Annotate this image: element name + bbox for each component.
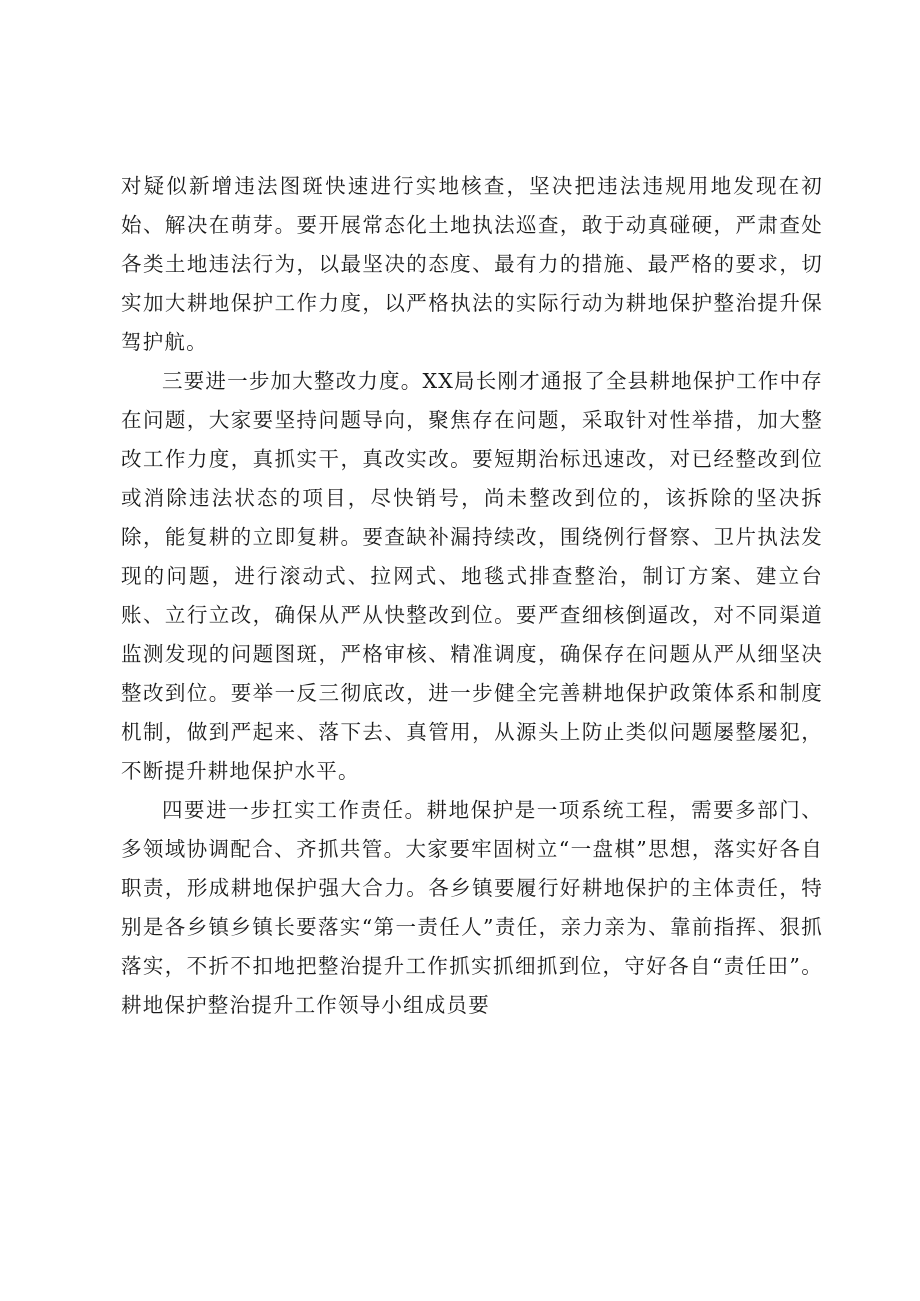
- paragraph-enforcement-continuation: 对疑似新增违法图斑快速进行实地核查，坚决把违法违规用地发现在初始、解决在萌芽。要开展常态化土地执法巡查，敢于动真碰硬，严肃查处各类土地违法行为，以最坚决的态度、最有力的措施、最严格的要求，切实加大耕地保护工作力度，以严格执法的实际行动为耕地保护整治提升保驾护航。: [121, 174, 823, 354]
- paragraph-rectification: 三要进一步加大整改力度。XX局长刚才通报了全县耕地保护工作中存在问题，大家要坚持问题导向，聚焦存在问题，采取针对性举措，加大整改工作力度，真抓实干，真改实改。要短期治标迅速改，对已经整改到位或消除违法状态的项目，尽快销号，尚未整改到位的，该拆除的坚决拆除，能复耕的立即复耕。要查缺补漏持续改，围绕例行督察、卫片执法发现的问题，进行滚动式、拉网式、地毯式排查整治，制订方案、建立台账、立行立改，确保从严从快整改到位。要严查细核倒逼改，对不同渠道监测发现的问题图斑，严格审核、精准调度，确保存在问题从严从细坚决整改到位。要举一反三彻底改，进一步健全完善耕地保护政策体系和制度机制，做到严起来、落下去、真管用，从源头上防止类似问题屡整屡犯，不断提升耕地保护水平。: [121, 369, 823, 783]
- document-body: [121, 167, 823, 1025]
- paragraph-responsibility: 四要进一步扛实工作责任。耕地保护是一项系统工程，需要多部门、多领域协调配合、齐抓共管。大家要牢固树立“一盘棋”思想，落实好各自职责，形成耕地保护强大合力。各乡镇要履行好耕地保护的主体责任，特别是各乡镇乡镇长要落实“第一责任人”责任，亲力亲为、靠前指挥、狠抓落实，不折不扣地把整治提升工作抓实抓细抓到位，守好各自“责任田”。耕地保护整治提升工作领导小组成员要: [121, 798, 823, 1017]
